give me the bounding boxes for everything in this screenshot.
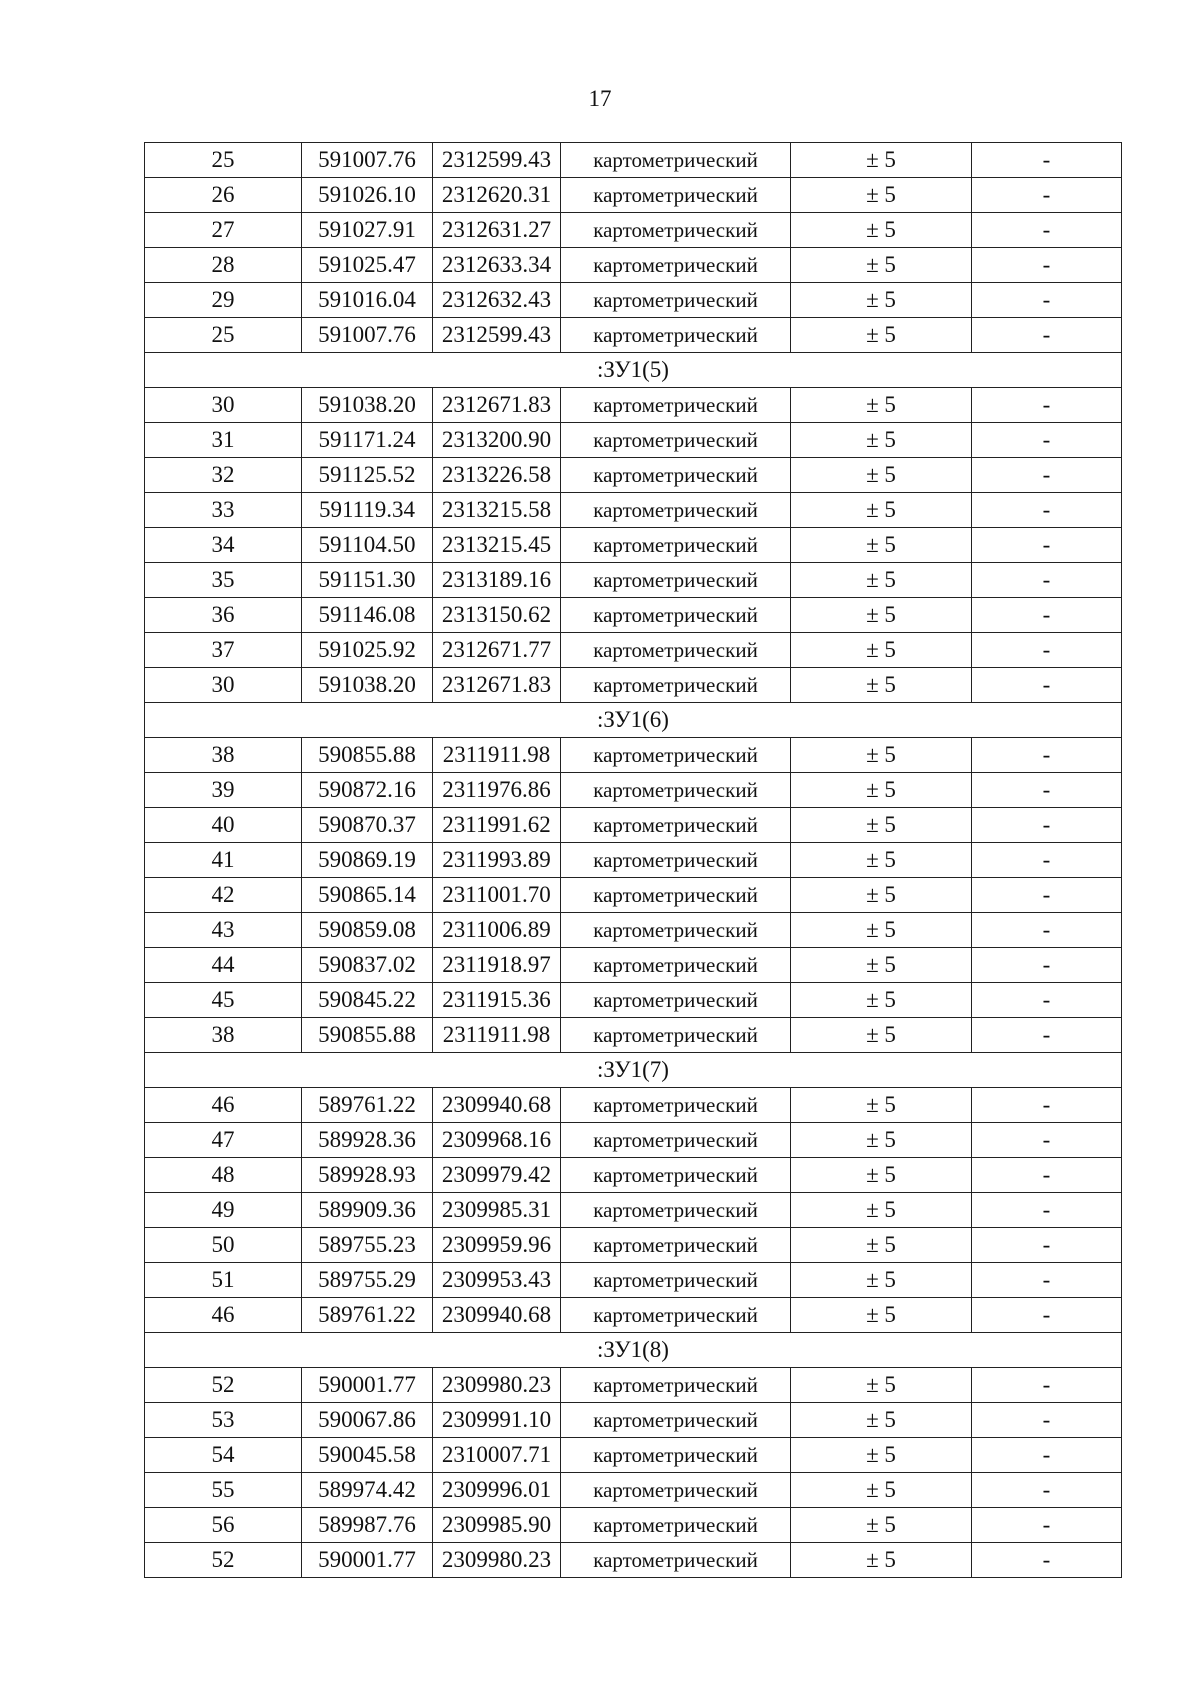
method-cell: картометрический: [561, 213, 791, 248]
table-row: [145, 1088, 1122, 1123]
table-row: [145, 843, 1122, 878]
accuracy-cell: ± 5: [791, 283, 972, 318]
coord-x-cell: 591171.24: [302, 423, 433, 458]
table-row: [145, 633, 1122, 668]
accuracy-cell: ± 5: [791, 1263, 972, 1298]
table-row: [145, 1298, 1122, 1333]
table-row: [145, 1228, 1122, 1263]
accuracy-cell: ± 5: [791, 1158, 972, 1193]
method-cell: картометрический: [561, 388, 791, 423]
coord-y-cell: 2313215.45: [433, 528, 561, 563]
method-cell: картометрический: [561, 318, 791, 353]
coord-y-cell: 2309991.10: [433, 1403, 561, 1438]
coord-x-cell: 589928.36: [302, 1123, 433, 1158]
coord-y-cell: 2312671.83: [433, 388, 561, 423]
coord-y-cell: 2311911.98: [433, 738, 561, 773]
method-cell: картометрический: [561, 1263, 791, 1298]
coord-y-cell: 2311915.36: [433, 983, 561, 1018]
method-cell: картометрический: [561, 1543, 791, 1578]
accuracy-cell: ± 5: [791, 1298, 972, 1333]
coord-x-cell: 590855.88: [302, 1018, 433, 1053]
method-cell: картометрический: [561, 633, 791, 668]
coord-y-cell: 2312599.43: [433, 318, 561, 353]
method-cell: картометрический: [561, 1508, 791, 1543]
point-number-cell: 27: [145, 213, 302, 248]
method-cell: картометрический: [561, 1368, 791, 1403]
coord-x-cell: 591007.76: [302, 143, 433, 178]
coord-x-cell: 591104.50: [302, 528, 433, 563]
coord-x-cell: 589761.22: [302, 1088, 433, 1123]
coord-y-cell: 2311001.70: [433, 878, 561, 913]
note-cell: -: [972, 213, 1122, 248]
accuracy-cell: ± 5: [791, 808, 972, 843]
method-cell: картометрический: [561, 1088, 791, 1123]
method-cell: картометрический: [561, 1438, 791, 1473]
coord-x-cell: 589755.23: [302, 1228, 433, 1263]
point-number-cell: 35: [145, 563, 302, 598]
accuracy-cell: ± 5: [791, 1368, 972, 1403]
table-row: [145, 1158, 1122, 1193]
note-cell: -: [972, 1193, 1122, 1228]
note-cell: -: [972, 1158, 1122, 1193]
point-number-cell: 41: [145, 843, 302, 878]
accuracy-cell: ± 5: [791, 423, 972, 458]
point-number-cell: 47: [145, 1123, 302, 1158]
table-row: [145, 1123, 1122, 1158]
method-cell: картометрический: [561, 948, 791, 983]
method-cell: картометрический: [561, 1123, 791, 1158]
note-cell: -: [972, 528, 1122, 563]
note-cell: -: [972, 668, 1122, 703]
table-row: [145, 738, 1122, 773]
note-cell: -: [972, 1123, 1122, 1158]
coord-y-cell: 2311993.89: [433, 843, 561, 878]
point-number-cell: 49: [145, 1193, 302, 1228]
point-number-cell: 39: [145, 773, 302, 808]
coord-x-cell: 591027.91: [302, 213, 433, 248]
note-cell: -: [972, 843, 1122, 878]
point-number-cell: 54: [145, 1438, 302, 1473]
section-label: :ЗУ1(5): [145, 353, 1122, 388]
table-row: [145, 913, 1122, 948]
table-row: [145, 808, 1122, 843]
coord-y-cell: 2309968.16: [433, 1123, 561, 1158]
table-row: [145, 388, 1122, 423]
coord-y-cell: 2309985.90: [433, 1508, 561, 1543]
method-cell: картометрический: [561, 423, 791, 458]
coord-x-cell: 590865.14: [302, 878, 433, 913]
accuracy-cell: ± 5: [791, 1473, 972, 1508]
accuracy-cell: ± 5: [791, 598, 972, 633]
table-row: [145, 1508, 1122, 1543]
note-cell: -: [972, 913, 1122, 948]
table-row: [145, 563, 1122, 598]
method-cell: картометрический: [561, 283, 791, 318]
method-cell: картометрический: [561, 1018, 791, 1053]
accuracy-cell: ± 5: [791, 773, 972, 808]
coord-x-cell: 590067.86: [302, 1403, 433, 1438]
note-cell: -: [972, 1263, 1122, 1298]
point-number-cell: 42: [145, 878, 302, 913]
method-cell: картометрический: [561, 493, 791, 528]
method-cell: картометрический: [561, 1473, 791, 1508]
table-row: [145, 213, 1122, 248]
coord-y-cell: 2311976.86: [433, 773, 561, 808]
coord-y-cell: 2309940.68: [433, 1088, 561, 1123]
coord-x-cell: 591125.52: [302, 458, 433, 493]
note-cell: -: [972, 388, 1122, 423]
accuracy-cell: ± 5: [791, 318, 972, 353]
point-number-cell: 44: [145, 948, 302, 983]
coord-y-cell: 2312631.27: [433, 213, 561, 248]
coord-y-cell: 2313226.58: [433, 458, 561, 493]
accuracy-cell: ± 5: [791, 563, 972, 598]
method-cell: картометрический: [561, 1158, 791, 1193]
accuracy-cell: ± 5: [791, 983, 972, 1018]
method-cell: картометрический: [561, 1403, 791, 1438]
section-label: :ЗУ1(6): [145, 703, 1122, 738]
accuracy-cell: ± 5: [791, 458, 972, 493]
coord-y-cell: 2309996.01: [433, 1473, 561, 1508]
coord-x-cell: 589974.42: [302, 1473, 433, 1508]
coord-y-cell: 2311918.97: [433, 948, 561, 983]
point-number-cell: 52: [145, 1543, 302, 1578]
section-header-row: [145, 353, 1122, 388]
coord-x-cell: 589761.22: [302, 1298, 433, 1333]
coord-x-cell: 591016.04: [302, 283, 433, 318]
method-cell: картометрический: [561, 178, 791, 213]
method-cell: картометрический: [561, 528, 791, 563]
table-row: [145, 1473, 1122, 1508]
coord-y-cell: 2312671.83: [433, 668, 561, 703]
point-number-cell: 30: [145, 668, 302, 703]
point-number-cell: 30: [145, 388, 302, 423]
table-row: [145, 1193, 1122, 1228]
table-row: [145, 983, 1122, 1018]
point-number-cell: 25: [145, 318, 302, 353]
note-cell: -: [972, 633, 1122, 668]
method-cell: картометрический: [561, 248, 791, 283]
point-number-cell: 36: [145, 598, 302, 633]
note-cell: -: [972, 598, 1122, 633]
accuracy-cell: ± 5: [791, 1018, 972, 1053]
accuracy-cell: ± 5: [791, 843, 972, 878]
table-row: [145, 423, 1122, 458]
accuracy-cell: ± 5: [791, 143, 972, 178]
method-cell: картометрический: [561, 143, 791, 178]
table-row: [145, 318, 1122, 353]
method-cell: картометрический: [561, 843, 791, 878]
accuracy-cell: ± 5: [791, 1228, 972, 1263]
coord-x-cell: 590001.77: [302, 1368, 433, 1403]
note-cell: -: [972, 773, 1122, 808]
table-row: [145, 493, 1122, 528]
coord-x-cell: 589987.76: [302, 1508, 433, 1543]
note-cell: -: [972, 1228, 1122, 1263]
method-cell: картометрический: [561, 983, 791, 1018]
coord-y-cell: 2311911.98: [433, 1018, 561, 1053]
section-label: :ЗУ1(7): [145, 1053, 1122, 1088]
accuracy-cell: ± 5: [791, 633, 972, 668]
coord-y-cell: 2313150.62: [433, 598, 561, 633]
note-cell: -: [972, 1473, 1122, 1508]
accuracy-cell: ± 5: [791, 1438, 972, 1473]
accuracy-cell: ± 5: [791, 948, 972, 983]
method-cell: картометрический: [561, 1193, 791, 1228]
table-row: [145, 1018, 1122, 1053]
coord-x-cell: 589909.36: [302, 1193, 433, 1228]
coord-y-cell: 2309980.23: [433, 1543, 561, 1578]
note-cell: -: [972, 458, 1122, 493]
coordinates-table-body: [145, 143, 1122, 1578]
table-row: [145, 1403, 1122, 1438]
note-cell: -: [972, 983, 1122, 1018]
point-number-cell: 55: [145, 1473, 302, 1508]
point-number-cell: 28: [145, 248, 302, 283]
note-cell: -: [972, 248, 1122, 283]
method-cell: картометрический: [561, 878, 791, 913]
point-number-cell: 46: [145, 1088, 302, 1123]
method-cell: картометрический: [561, 458, 791, 493]
point-number-cell: 26: [145, 178, 302, 213]
coord-x-cell: 590045.58: [302, 1438, 433, 1473]
point-number-cell: 33: [145, 493, 302, 528]
coord-y-cell: 2312671.77: [433, 633, 561, 668]
section-header-row: [145, 1333, 1122, 1368]
point-number-cell: 38: [145, 1018, 302, 1053]
accuracy-cell: ± 5: [791, 1193, 972, 1228]
coord-y-cell: 2312620.31: [433, 178, 561, 213]
accuracy-cell: ± 5: [791, 1403, 972, 1438]
point-number-cell: 40: [145, 808, 302, 843]
note-cell: -: [972, 1298, 1122, 1333]
accuracy-cell: ± 5: [791, 493, 972, 528]
note-cell: -: [972, 143, 1122, 178]
coord-y-cell: 2311991.62: [433, 808, 561, 843]
note-cell: -: [972, 1088, 1122, 1123]
table-row: [145, 528, 1122, 563]
table-row: [145, 248, 1122, 283]
point-number-cell: 53: [145, 1403, 302, 1438]
note-cell: -: [972, 1543, 1122, 1578]
accuracy-cell: ± 5: [791, 738, 972, 773]
coord-y-cell: 2309953.43: [433, 1263, 561, 1298]
coord-x-cell: 591119.34: [302, 493, 433, 528]
coordinates-table: [144, 142, 1122, 1578]
accuracy-cell: ± 5: [791, 878, 972, 913]
method-cell: картометрический: [561, 1228, 791, 1263]
coord-y-cell: 2313189.16: [433, 563, 561, 598]
point-number-cell: 45: [145, 983, 302, 1018]
accuracy-cell: ± 5: [791, 213, 972, 248]
point-number-cell: 38: [145, 738, 302, 773]
point-number-cell: 50: [145, 1228, 302, 1263]
note-cell: -: [972, 563, 1122, 598]
note-cell: -: [972, 283, 1122, 318]
note-cell: -: [972, 1508, 1122, 1543]
table-row: [145, 143, 1122, 178]
section-header-row: [145, 1053, 1122, 1088]
coord-x-cell: 591007.76: [302, 318, 433, 353]
accuracy-cell: ± 5: [791, 1508, 972, 1543]
method-cell: картометрический: [561, 913, 791, 948]
coord-y-cell: 2310007.71: [433, 1438, 561, 1473]
method-cell: картометрический: [561, 668, 791, 703]
note-cell: -: [972, 1438, 1122, 1473]
point-number-cell: 25: [145, 143, 302, 178]
method-cell: картометрический: [561, 773, 791, 808]
page-number: 17: [588, 86, 612, 111]
section-label: :ЗУ1(8): [145, 1333, 1122, 1368]
note-cell: -: [972, 738, 1122, 773]
table-row: [145, 598, 1122, 633]
table-row: [145, 773, 1122, 808]
method-cell: картометрический: [561, 1298, 791, 1333]
point-number-cell: 29: [145, 283, 302, 318]
point-number-cell: 37: [145, 633, 302, 668]
method-cell: картометрический: [561, 808, 791, 843]
coord-x-cell: 590870.37: [302, 808, 433, 843]
point-number-cell: 56: [145, 1508, 302, 1543]
coord-x-cell: 590855.88: [302, 738, 433, 773]
coord-x-cell: 590872.16: [302, 773, 433, 808]
point-number-cell: 51: [145, 1263, 302, 1298]
table-row: [145, 178, 1122, 213]
accuracy-cell: ± 5: [791, 1123, 972, 1158]
point-number-cell: 46: [145, 1298, 302, 1333]
coord-y-cell: 2312632.43: [433, 283, 561, 318]
note-cell: -: [972, 878, 1122, 913]
table-row: [145, 458, 1122, 493]
accuracy-cell: ± 5: [791, 913, 972, 948]
accuracy-cell: ± 5: [791, 668, 972, 703]
table-row: [145, 1438, 1122, 1473]
coord-x-cell: 590859.08: [302, 913, 433, 948]
accuracy-cell: ± 5: [791, 528, 972, 563]
coord-y-cell: 2309985.31: [433, 1193, 561, 1228]
accuracy-cell: ± 5: [791, 178, 972, 213]
coord-x-cell: 590001.77: [302, 1543, 433, 1578]
note-cell: -: [972, 493, 1122, 528]
table-row: [145, 1543, 1122, 1578]
note-cell: -: [972, 1018, 1122, 1053]
note-cell: -: [972, 423, 1122, 458]
point-number-cell: 34: [145, 528, 302, 563]
coord-y-cell: 2313200.90: [433, 423, 561, 458]
accuracy-cell: ± 5: [791, 1088, 972, 1123]
note-cell: -: [972, 808, 1122, 843]
note-cell: -: [972, 948, 1122, 983]
coord-x-cell: 591151.30: [302, 563, 433, 598]
point-number-cell: 31: [145, 423, 302, 458]
method-cell: картометрический: [561, 598, 791, 633]
note-cell: -: [972, 1403, 1122, 1438]
section-header-row: [145, 703, 1122, 738]
table-row: [145, 878, 1122, 913]
coord-x-cell: 590869.19: [302, 843, 433, 878]
method-cell: картометрический: [561, 738, 791, 773]
coord-x-cell: 591025.92: [302, 633, 433, 668]
coord-y-cell: 2309940.68: [433, 1298, 561, 1333]
point-number-cell: 32: [145, 458, 302, 493]
note-cell: -: [972, 1368, 1122, 1403]
point-number-cell: 52: [145, 1368, 302, 1403]
accuracy-cell: ± 5: [791, 1543, 972, 1578]
point-number-cell: 48: [145, 1158, 302, 1193]
table-row: [145, 668, 1122, 703]
table-row: [145, 1368, 1122, 1403]
coord-x-cell: 591026.10: [302, 178, 433, 213]
coord-x-cell: 591038.20: [302, 388, 433, 423]
coord-x-cell: 590845.22: [302, 983, 433, 1018]
method-cell: картометрический: [561, 563, 791, 598]
note-cell: -: [972, 318, 1122, 353]
table-row: [145, 1263, 1122, 1298]
coord-x-cell: 591146.08: [302, 598, 433, 633]
accuracy-cell: ± 5: [791, 248, 972, 283]
coord-y-cell: 2309979.42: [433, 1158, 561, 1193]
accuracy-cell: ± 5: [791, 388, 972, 423]
table-row: [145, 283, 1122, 318]
coord-y-cell: 2312599.43: [433, 143, 561, 178]
coord-y-cell: 2313215.58: [433, 493, 561, 528]
coord-y-cell: 2311006.89: [433, 913, 561, 948]
coord-y-cell: 2309959.96: [433, 1228, 561, 1263]
coord-x-cell: 590837.02: [302, 948, 433, 983]
coord-x-cell: 589755.29: [302, 1263, 433, 1298]
coord-x-cell: 591038.20: [302, 668, 433, 703]
coord-y-cell: 2312633.34: [433, 248, 561, 283]
coord-y-cell: 2309980.23: [433, 1368, 561, 1403]
table-row: [145, 948, 1122, 983]
note-cell: -: [972, 178, 1122, 213]
coord-x-cell: 591025.47: [302, 248, 433, 283]
point-number-cell: 43: [145, 913, 302, 948]
coord-x-cell: 589928.93: [302, 1158, 433, 1193]
